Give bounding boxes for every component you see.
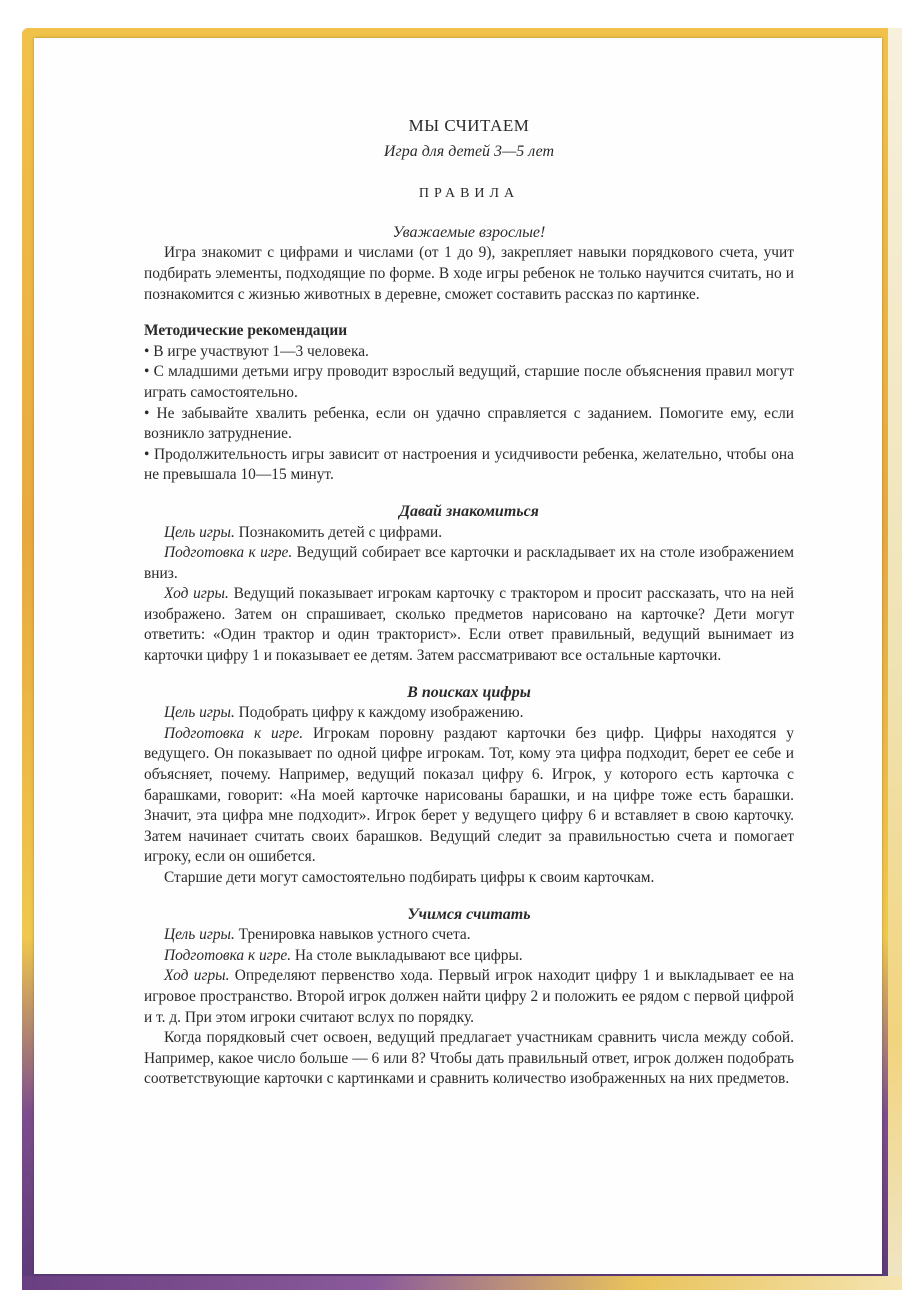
prep-label: Подготовка к игре. [164, 724, 304, 742]
prep-label: Подготовка к игре. [164, 946, 292, 964]
prep-text: Игрокам поровну раздают карточки без цифр. Цифры находятся у ведущего. Он показывает по одной цифре игрокам. Тот, кому эта цифра подходит, берет ее себе и объясняет, почему. Например, ведущий показал цифру 6. Игрок, у которого есть карточка с барашками, говорит: «На моей карточке нарисованы барашки, и на цифре тоже есть барашки. Значит, эта цифра мне подходит». Игрок берет у ведущего цифру 6 и вставляет в свою карточку. Затем начинает считать своих барашков. Ведущий следит за правильностью счета и помогает игроку, если он ошибется. [144, 724, 794, 866]
game1-heading: Давай знакомиться [399, 502, 539, 520]
game2-heading: В поисках цифры [407, 683, 531, 701]
game3-extra: Когда порядковый счет освоен, ведущий предлагает участникам сравнить числа между собой. Например, какое число больше — 6 или 8? Чтобы дать правильный ответ, игрок должен подобрать соответствующие карточки с картинками и сравнить количество изображенных на них предметов. [144, 1029, 794, 1088]
move-text: Определяют первенство хода. Первый игрок находит цифру 1 и выкладывает ее на игровое пространство. Второй игрок должен найти цифру 2 и положить ее рядом с первой цифрой и т. д. При этом игроки считают вслух по порядку. [144, 967, 794, 1026]
goal-label: Цель игры. [164, 704, 235, 722]
move-text: Ведущий показывает игрокам карточку с трактором и просит рассказать, что на ней изображено. Затем он спрашивает, сколько предметов нарисовано на карточке? Дети могут ответить: «Один трактор и один тракторист». Если ответ правильный, ведущий вынимает из карточки цифру 1 и показывает ее детям. Затем рассматривают все остальные карточки. [144, 585, 794, 665]
game1-move [144, 584, 794, 666]
goal-text: Тренировка навыков устного счета. [234, 926, 471, 944]
move-label: Ход игры. [164, 585, 229, 603]
box-right-edge [888, 28, 902, 1290]
methods-item: • С младшими детьми игру проводит взрослый ведущий, старшие после объяснения правил могут играть самостоятельно. [144, 363, 794, 401]
game2-goal [144, 703, 794, 724]
game3-heading: Учимся считать [407, 905, 531, 923]
box-bottom-edge [22, 1276, 902, 1290]
move-label: Ход игры. [164, 967, 230, 985]
methods-heading: Методические рекомендации [144, 322, 348, 340]
game1-prep [144, 543, 794, 584]
methods-item: • Продолжительность игры зависит от настроения и усидчивости ребенка, желательно, чтобы она не превышала 10—15 минут. [144, 445, 794, 484]
document-title: МЫ СЧИТАЕМ [408, 116, 530, 135]
rules-content [144, 116, 794, 1090]
goal-label: Цель игры. [164, 523, 235, 541]
game2-prep [144, 724, 794, 868]
prep-text: На столе выкладывают все цифры. [291, 946, 523, 964]
game3-prep [144, 946, 794, 967]
intro-paragraph: Игра знакомит с цифрами и числами (от 1 до 9), закрепляет навыки порядкового счета, учит подбирать элементы, подходящие по форме. В ходе игры ребенок не только научится считать, но и познакомится с жизнью животных в деревне, сможет составить рассказ по картинке. [144, 244, 794, 303]
methods-item: • Не забывайте хвалить ребенка, если он удачно справляется с заданием. Помогите ему, если возникло затруднение. [144, 404, 794, 443]
prep-text: Ведущий собирает все карточки и раскладывает их на столе изображением вниз. [144, 544, 794, 582]
greeting: Уважаемые взрослые! [392, 223, 546, 241]
prep-label: Подготовка к игре. [164, 544, 293, 562]
goal-text: Познакомить детей с цифрами. [234, 523, 443, 541]
rules-heading: ПРАВИЛА [418, 186, 520, 202]
document-subtitle: Игра для детей 3—5 лет [383, 142, 555, 160]
game3-move [144, 966, 794, 1028]
game1-goal [144, 523, 794, 544]
game2-extra: Старшие дети могут самостоятельно подбирать цифры к своим карточкам. [164, 869, 655, 886]
goal-label: Цель игры. [164, 926, 235, 944]
methods-item: • В игре участвуют 1—3 человека. [144, 342, 369, 360]
goal-text: Подобрать цифру к каждому изображению. [234, 704, 524, 722]
game3-goal [144, 925, 794, 946]
